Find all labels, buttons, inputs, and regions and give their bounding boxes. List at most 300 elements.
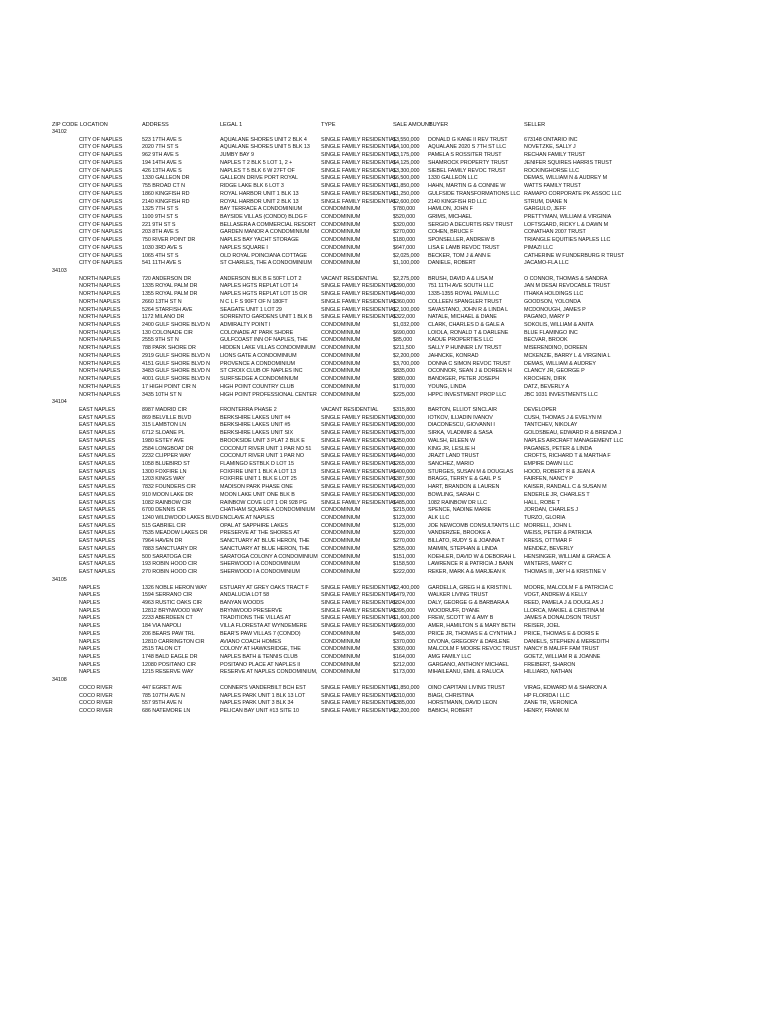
cell-type: SINGLE FAMILY RESIDENTIAL (321, 314, 397, 321)
cell-address: 2555 9TH ST N (142, 337, 179, 344)
cell-legal: BANYAN WOODS (220, 599, 264, 606)
cell-seller: NAPLES AIRCRAFT MANAGEMENT LLC (524, 437, 624, 444)
table-row (0, 476, 770, 483)
cell-type: SINGLE FAMILY RESIDENTIAL (321, 599, 397, 606)
cell-seller: VOGT, ANDREW & KELLY (524, 592, 588, 599)
cell-sale-amount: $265,000 (393, 461, 416, 467)
table-row (0, 183, 770, 190)
cell-buyer: BARTON, ELLIOT SINCLAIR (428, 406, 497, 413)
cell-buyer: CLARK, CHARLES D & GALE A (428, 322, 505, 328)
cell-legal: ADMIRALTY POINT I (220, 322, 271, 328)
cell-address: 1594 SERRANO CIR (142, 592, 193, 599)
cell-address: 2400 GULF SHORE BLVD N (142, 322, 211, 328)
cell-sale-amount: $151,000 (393, 553, 416, 560)
cell-address: 557 95TH AVE N (142, 700, 182, 707)
cell-seller: PRICE, THOMAS E & DORIS E (524, 630, 600, 637)
cell-address: 203 8TH AVE S (142, 229, 179, 236)
cell-seller: KAISER, RANDALL C & SUSAN M (524, 484, 607, 491)
table-row (0, 253, 770, 260)
cell-legal: RIDGE LAKE BLK 6 LOT 3 (220, 183, 284, 189)
table-row (0, 500, 770, 507)
cell-type: SINGLE FAMILY RESIDENTIAL (321, 136, 397, 143)
cell-location: COCO RIVER (79, 684, 113, 691)
cell-type: CONDOMINIUM (321, 569, 361, 575)
cell-type: SINGLE FAMILY RESIDENTIAL (321, 175, 397, 182)
table-row (0, 229, 770, 236)
cell-address: 720 ANDERSON DR (142, 275, 192, 282)
cell-location: NORTH NAPLES (79, 383, 121, 390)
cell-address: 1030 3RD AVE S (142, 244, 183, 251)
cell-address: 1860 KINGFISH RD (142, 190, 190, 197)
cell-sale-amount: $1,600,000 (393, 615, 420, 622)
cell-address: 315 LAMBTON LN (142, 422, 187, 429)
cell-seller: FREIBERT, SHARON (524, 661, 576, 668)
cell-legal: NAPLES BATH & TENNIS CLUB (220, 654, 298, 660)
cell-seller: PAGANES, PETER & LINDA (524, 445, 592, 452)
cell-location: NAPLES (79, 661, 100, 668)
cell-type: CONDOMINIUM (321, 322, 361, 328)
cell-sale-amount: $1,850,000 (393, 684, 420, 691)
cell-sale-amount: $212,000 (393, 661, 416, 668)
column-header-row (0, 122, 770, 129)
cell-buyer: SIRKA, VLADIMIR & SASA (428, 430, 493, 437)
cell-legal: VILLA FLORESTA AT WYNDEMERE (220, 623, 308, 630)
cell-buyer: DALY, GEORGE G & BARBARA A (428, 599, 509, 606)
cell-sale-amount: $520,000 (393, 213, 416, 220)
cell-seller: MOORE, MALCOLM F & PATRICIA C (524, 584, 614, 591)
cell-sale-amount: $440,000 (393, 291, 416, 298)
cell-legal: ROYAL HARBOR UNIT 2 BLK 13 (220, 198, 299, 205)
cell-address: 4151 GULF SHORE BLVD N (142, 360, 211, 367)
cell-location: CITY OF NAPLES (79, 252, 123, 259)
cell-legal: HIGH POINT PROFESSIONAL CENTER (220, 391, 317, 398)
cell-legal: SHERWOOD I A CONDOMINIUM (220, 561, 300, 568)
cell-seller: FAIRFEN, NANCY P (524, 476, 573, 483)
cell-legal: NAPLES T 2 BLK 5 LOT 1, 2 + (220, 159, 293, 166)
cell-legal: SARATOGA COLONY A CONDOMINIUM (220, 553, 318, 560)
cell-type: CONDOMINIUM (321, 229, 361, 236)
cell-seller: HP FLORIDA I LLC (524, 692, 570, 699)
cell-type: CONDOMINIUM (321, 545, 361, 552)
cell-buyer: HAHN, MARTIN G & CONNIE W (428, 183, 506, 189)
cell-seller: JBC 1031 INVESTMENTS LLC (524, 391, 598, 398)
cell-buyer: GULFSIDE TRANSFORMATIONS LLC (428, 190, 521, 197)
cell-buyer: YOUNG, LINDA (428, 383, 467, 390)
table-row (0, 175, 770, 182)
cell-address: 1203 KINGS WAY (142, 476, 185, 483)
cell-legal: BAY TERRACE A CONDOMINIUM (220, 206, 303, 213)
cell-sale-amount: $2,600,000 (393, 198, 420, 205)
cell-legal: ANDERSON BLK B E 50FT LOT 2 (220, 275, 302, 282)
table-row (0, 206, 770, 213)
cell-legal: ANDALUCIA LOT 58 (220, 592, 270, 599)
cell-address: 8987 MADRID CIR (142, 406, 187, 413)
cell-legal: MOON LAKE UNIT ONE BLK B (220, 491, 295, 498)
cell-seller: PRETTYMAN, WILLIAM & VIRGINIA (524, 213, 612, 220)
zip-code: 34102 (52, 129, 67, 135)
cell-buyer: HPPC INVESTMENT PROP LLC (428, 391, 506, 398)
cell-seller: MCKENZIE, BARRY L & VIRGINIA L (524, 352, 611, 359)
cell-location: NORTH NAPLES (79, 337, 121, 344)
cell-legal: LIONS GATE A CONDOMINIUM (220, 352, 297, 359)
cell-legal: NAPLES HGTS REPLAT LOT 15 OR (220, 291, 308, 298)
cell-sale-amount: $390,000 (393, 283, 416, 290)
cell-type: SINGLE FAMILY RESIDENTIAL (321, 684, 397, 691)
cell-seller: PAGANO, MARY P (524, 314, 570, 321)
cell-buyer: BIAGI, CHRISTINA (428, 692, 474, 699)
cell-type: SINGLE FAMILY RESIDENTIAL (321, 607, 397, 614)
cell-address: 5264 STARFISH AVE (142, 306, 193, 313)
cell-sale-amount: $387,500 (393, 476, 416, 483)
cell-location: NORTH NAPLES (79, 322, 121, 328)
cell-legal: NAPLES PARK UNIT 3 BLK 34 (220, 700, 294, 707)
cell-address: 3435 10TH ST N (142, 391, 182, 398)
cell-buyer: AMER, HAMILTON S & MARY BETH (428, 623, 516, 630)
cell-buyer: KADUE PROPERTIES LLC (428, 337, 494, 344)
cell-seller: RAMAPO CORPORATE PK ASSOC LLC (524, 190, 622, 197)
cell-location: NORTH NAPLES (79, 306, 121, 313)
table-row (0, 639, 770, 646)
cell-legal: BELLASERA A COMMERCIAL RESORT (220, 221, 316, 228)
cell-buyer: AMG FAMILY LLC (428, 654, 472, 660)
cell-type: SINGLE FAMILY RESIDENTIAL (321, 700, 397, 707)
cell-legal: OLD ROYAL POINCIANA COTTAGE (220, 252, 307, 259)
cell-legal: NAPLES T 5 BLK 6 W 27FT OF (220, 167, 295, 174)
cell-legal: BERKSHIRE LAKES UNIT #4 (220, 414, 291, 421)
cell-sale-amount: $420,000 (393, 484, 416, 491)
cell-sale-amount: $6,500,000 (393, 175, 420, 182)
cell-location: NAPLES (79, 615, 100, 622)
cell-legal: BEAR'S PAW VILLAS 7 (CONDO) (220, 630, 301, 637)
cell-location: NORTH NAPLES (79, 376, 121, 382)
cell-sale-amount: $211,500 (393, 345, 415, 352)
cell-location: COCO RIVER (79, 708, 113, 714)
cell-location: NORTH NAPLES (79, 368, 121, 375)
cell-legal: HIDDEN LAKE VILLAS CONDOMINIUM (220, 345, 316, 352)
cell-type: SINGLE FAMILY RESIDENTIAL (321, 584, 397, 591)
cell-sale-amount: $180,000 (393, 237, 416, 244)
cell-address: 4963 RUSTIC OAKS CIR (142, 599, 202, 606)
cell-type: CONDOMINIUM (321, 360, 361, 367)
cell-buyer: BABICH, ROBERT (428, 708, 473, 714)
cell-type: SINGLE FAMILY RESIDENTIAL (321, 167, 397, 174)
cell-type: VACANT RESIDENTIAL (321, 275, 379, 282)
cell-location: NAPLES (79, 669, 100, 676)
cell-legal: BRYNWOOD PRESERVE (220, 607, 283, 614)
cell-type: CONDOMINIUM (321, 654, 361, 660)
table-row (0, 214, 770, 221)
table-row (0, 631, 770, 638)
cell-location: EAST NAPLES (79, 445, 116, 452)
table-row (0, 337, 770, 344)
cell-address: 755 BROAD CT N (142, 183, 185, 189)
cell-sale-amount: $270,000 (393, 538, 416, 545)
cell-buyer: FREW, SCOTT W & AMY B (428, 615, 494, 622)
table-row (0, 708, 770, 715)
table-row (0, 392, 770, 399)
table-row (0, 654, 770, 661)
cell-type: CONDOMINIUM (321, 507, 361, 514)
cell-seller: KROCHEN, DIRK (524, 376, 567, 382)
cell-buyer: BANDIGER, PETER JOSEPH (428, 376, 500, 382)
cell-sale-amount: $400,000 (393, 445, 416, 452)
cell-seller: WINTERS, MARY C (524, 561, 572, 568)
cell-sale-amount: $1,100,000 (393, 260, 420, 267)
cell-address: 6712 SLOANE PL (142, 430, 185, 437)
zip-group-header (0, 577, 770, 584)
cell-sale-amount: $2,275,000 (393, 275, 420, 282)
table-row (0, 554, 770, 561)
cell-location: EAST NAPLES (79, 437, 116, 444)
cell-type: SINGLE FAMILY RESIDENTIAL (321, 152, 397, 159)
table-row (0, 245, 770, 252)
cell-legal: SANCTUARY AT BLUE HERON, THE (220, 538, 310, 545)
cell-seller: JORDAN, CHARLES J (524, 507, 578, 514)
cell-location: EAST NAPLES (79, 422, 116, 429)
cell-legal: SEAGATE UNIT 1 LOT 29 (220, 306, 282, 313)
cell-address: 221 9TH ST S (142, 221, 176, 228)
cell-buyer: SPENCE, NADINE MARIE (428, 507, 492, 514)
cell-location: CITY OF NAPLES (79, 159, 123, 166)
cell-address: 2140 KINGFISH RD (142, 198, 190, 205)
table-row (0, 322, 770, 329)
cell-seller: O CONNOR, THOMAS & SANDRA (524, 275, 608, 282)
cell-type: CONDOMINIUM (321, 352, 361, 359)
cell-legal: RESERVE AT NAPLES CONDOMINIUM, (220, 669, 318, 676)
cell-seller: KRESS, OTTMAR F (524, 538, 573, 545)
cell-type: CONDOMINIUM (321, 383, 361, 390)
cell-type: CONDOMINIUM (321, 213, 361, 220)
table-row (0, 353, 770, 360)
cell-sale-amount: $385,000 (393, 700, 416, 707)
cell-type: SINGLE FAMILY RESIDENTIAL (321, 445, 397, 452)
cell-address: 1355 ROYAL PALM DR (142, 291, 198, 298)
cell-location: NAPLES (79, 599, 100, 606)
cell-buyer: SPONSELLER, ANDREW B (428, 237, 495, 244)
cell-seller: LLORCA, MAKIEL & CRISTINA M (524, 607, 605, 614)
table-row (0, 152, 770, 159)
cell-seller: HENRY, FRANK M (524, 708, 569, 714)
cell-legal: SANCTUARY AT BLUE HERON, THE (220, 545, 310, 552)
cell-address: 1100 9TH ST S (142, 213, 179, 220)
cell-buyer: GARGANO, ANTHONY MICHAEL (428, 661, 509, 668)
cell-address: 7883 SANCTUARY DR (142, 545, 197, 552)
cell-address: 962 9TH AVE S (142, 152, 179, 159)
cell-legal: FOXFIRE UNIT 1 BLK E LOT 25 (220, 476, 297, 483)
table-row (0, 330, 770, 337)
cell-buyer: OINO CAPITANI LIVING TRUST (428, 684, 505, 691)
cell-location: CITY OF NAPLES (79, 175, 123, 182)
cell-sale-amount: $173,000 (393, 669, 416, 676)
cell-sale-amount: $3,300,000 (393, 167, 420, 174)
cell-buyer: AQUALANE 2020 S 7TH ST LLC (428, 144, 506, 151)
cell-sale-amount: $479,700 (393, 592, 416, 599)
cell-seller: TURZO, GLORIA (524, 515, 566, 521)
cell-sale-amount: $669,000 (393, 623, 416, 630)
cell-buyer: KOEHLER, DAVID W & DEBORAH L (428, 553, 516, 560)
cell-location: NORTH NAPLES (79, 391, 121, 398)
cell-location: NORTH NAPLES (79, 314, 121, 321)
cell-type: CONDOMINIUM (321, 368, 361, 375)
cell-type: SINGLE FAMILY RESIDENTIAL (321, 430, 397, 437)
cell-location: CITY OF NAPLES (79, 221, 123, 228)
table-row (0, 283, 770, 290)
cell-sale-amount: $400,000 (393, 468, 416, 475)
cell-buyer: 1335-1355 ROYAL PALM LLC (428, 291, 499, 298)
table-row (0, 453, 770, 460)
cell-seller: JENIFER SQUIRES HARRIS TRUST (524, 159, 613, 166)
cell-buyer: SERGIO A DECURTIS REV TRUST (428, 221, 514, 228)
cell-legal: FOXFIRE UNIT 1 BLK A LOT 13 (220, 468, 297, 475)
cell-buyer: LAWRENCE R & PATRICIA J BANN (428, 561, 514, 568)
cell-location: EAST NAPLES (79, 553, 116, 560)
zip-group-header (0, 677, 770, 684)
cell-seller: NOVETZKE, SALLY J (524, 144, 576, 151)
cell-seller: ENDERLE JR, CHARLES T (524, 491, 590, 498)
cell-address: 12080 POSITANO CIR (142, 661, 196, 668)
cell-address: 869 BELVILLE BLVD (142, 414, 192, 421)
cell-seller: SOKOLIS, WILLIAM & ANITA (524, 322, 594, 328)
table-row (0, 314, 770, 321)
table-row (0, 608, 770, 615)
cell-address: 1325 7TH ST S (142, 206, 179, 213)
cell-seller: GOLDSBEAU, EDWARD R & BRENDA J (524, 430, 622, 437)
cell-seller: NANCY B MALIFF FAM TRUST (524, 646, 600, 653)
cell-seller: DEMAS, WILLIAM N & AUDREY M (524, 175, 608, 182)
cell-seller: THOMAS III, JAY H & KRISTINE V (524, 569, 606, 575)
cell-sale-amount: $270,000 (393, 229, 416, 236)
table-row (0, 384, 770, 391)
cell-sale-amount: $310,000 (393, 692, 416, 699)
cell-seller: JAN M DESAI REVOCABLE TRUST (524, 283, 611, 290)
cell-sale-amount: $350,000 (393, 437, 416, 444)
cell-location: NAPLES (79, 630, 100, 637)
cell-sale-amount: $322,000 (393, 314, 416, 321)
cell-seller: CATHERINE W FUNDERBURG R TRUST (524, 252, 625, 259)
cell-buyer: MAIMIN, STEPHAN & LINDA (428, 545, 498, 552)
cell-sale-amount: $375,000 (393, 430, 416, 437)
table-row (0, 538, 770, 545)
cell-type: SINGLE FAMILY RESIDENTIAL (321, 592, 397, 599)
zip-code: 34108 (52, 677, 67, 684)
cell-seller: CONATHAN 2007 TRUST (524, 229, 586, 236)
cell-sale-amount: $220,000 (393, 530, 416, 537)
cell-buyer: WALKER LIVING TRUST (428, 592, 489, 599)
table-row (0, 469, 770, 476)
cell-type: SINGLE FAMILY RESIDENTIAL (321, 476, 397, 483)
cell-seller: ROCKINGHORSE LLC (524, 167, 579, 174)
table-row (0, 646, 770, 653)
cell-buyer: WALSH, EILEEN W (428, 437, 475, 444)
cell-sale-amount: $2,100,000 (393, 306, 420, 313)
cell-address: 785 107TH AVE N (142, 692, 185, 699)
cell-type: SINGLE FAMILY RESIDENTIAL (321, 615, 397, 622)
cell-type: CONDOMINIUM (321, 638, 361, 645)
cell-location: CITY OF NAPLES (79, 260, 123, 267)
cell-location: NAPLES (79, 584, 100, 591)
cell-type: CONDOMINIUM (321, 553, 361, 560)
cell-location: COCO RIVER (79, 700, 113, 707)
cell-buyer: JRAZT LAND TRUST (428, 453, 480, 460)
cell-sale-amount: $315,800 (393, 406, 416, 413)
cell-address: 2584 LONGBOAT DR (142, 445, 194, 452)
cell-seller: DEVELOPER (524, 406, 557, 413)
cell-sale-amount: $360,000 (393, 298, 416, 305)
cell-sale-amount: $835,000 (393, 368, 416, 375)
cell-buyer: 2140 KINGFISH RD LLC (428, 198, 487, 205)
cell-legal: TRADITIONS THE VILLAS AT (220, 615, 292, 622)
cell-location: EAST NAPLES (79, 530, 116, 537)
cell-legal: RAINBOW COVE LOT 1 OR 928 PG (220, 499, 307, 506)
cell-address: 515 GABRIEL CIR (142, 522, 186, 529)
cell-type: VACANT RESIDENTIAL (321, 406, 379, 413)
cell-type: CONDOMINIUM (321, 260, 361, 267)
cell-address: 17 HIGH POINT CIR N (142, 383, 197, 390)
cell-address: 1058 BLUEBIRD ST (142, 461, 191, 467)
cell-address: 3483 GULF SHORE BLVD N (142, 368, 211, 375)
zip-code: 34103 (52, 268, 67, 274)
cell-legal: POSITANO PLACE AT NAPLES II (220, 661, 301, 668)
cell-seller: LOFTSGARD, RICKY L & DAWN M (524, 221, 609, 228)
cell-buyer: BECKER, TOM J & ANN E (428, 252, 491, 259)
zip-group-header (0, 399, 770, 406)
cell-location: CITY OF NAPLES (79, 244, 123, 251)
cell-address: 523 17TH AVE S (142, 136, 182, 143)
cell-buyer: SANCHEZ, MARIO (428, 461, 474, 467)
cell-seller: DATZ, BEVERLY A (524, 383, 570, 390)
cell-seller: WATTS FAMILY TRUST (524, 183, 581, 189)
table-row (0, 561, 770, 568)
cell-seller: REED, PAMELA J & DOUGLAS J (524, 599, 604, 606)
cell-address: 193 ROBIN HOOD CIR (142, 561, 198, 568)
cell-seller: REISER, JOEL (524, 623, 560, 630)
cell-buyer: IOTKOV, ILIJADIN IVANOV (428, 414, 493, 421)
cell-buyer: SALLY P HUNNER LIV TRUST (428, 345, 502, 352)
cell-location: NORTH NAPLES (79, 283, 121, 290)
cell-seller: RECHAN FAMILY TRUST (524, 152, 586, 159)
table-row (0, 407, 770, 414)
cell-buyer: OCONNOR, SEAN J & DOREEN H (428, 368, 512, 375)
table-row (0, 299, 770, 306)
zip-code: 34104 (52, 399, 67, 406)
cell-type: CONDOMINIUM (321, 538, 361, 545)
cell-address: 447 EGRET AVE (142, 684, 182, 691)
cell-sale-amount: $330,000 (393, 491, 416, 498)
table-row (0, 546, 770, 553)
cell-address: 6700 DENNIS CIR (142, 507, 186, 514)
table-row (0, 160, 770, 167)
cell-location: EAST NAPLES (79, 538, 116, 545)
cell-location: NORTH NAPLES (79, 345, 121, 352)
cell-legal: NAPLES BAY YACHT STORAGE (220, 237, 299, 244)
table-row (0, 623, 770, 630)
table-row (0, 446, 770, 453)
cell-type: SINGLE FAMILY RESIDENTIAL (321, 190, 397, 197)
cell-location: CITY OF NAPLES (79, 198, 123, 205)
cell-location: EAST NAPLES (79, 414, 116, 421)
cell-address: 500 SARATOGA CIR (142, 553, 192, 560)
cell-legal: COCONUT RIVER UNIT 1 PAR NO (220, 453, 305, 460)
cell-location: EAST NAPLES (79, 499, 116, 506)
cell-seller: MORRELL, JOHN L (524, 522, 572, 529)
cell-seller: MISERENDINO, DOREEN (524, 345, 588, 352)
cell-legal: SHERWOOD I A CONDOMINIUM (220, 569, 300, 575)
table-row (0, 438, 770, 445)
cell-legal: CONNER'S VANDERBILT BCH EST (220, 684, 306, 691)
cell-location: CITY OF NAPLES (79, 190, 123, 197)
table-row (0, 144, 770, 151)
cell-seller: JAMES A DONALDSON TRUST (524, 615, 601, 622)
